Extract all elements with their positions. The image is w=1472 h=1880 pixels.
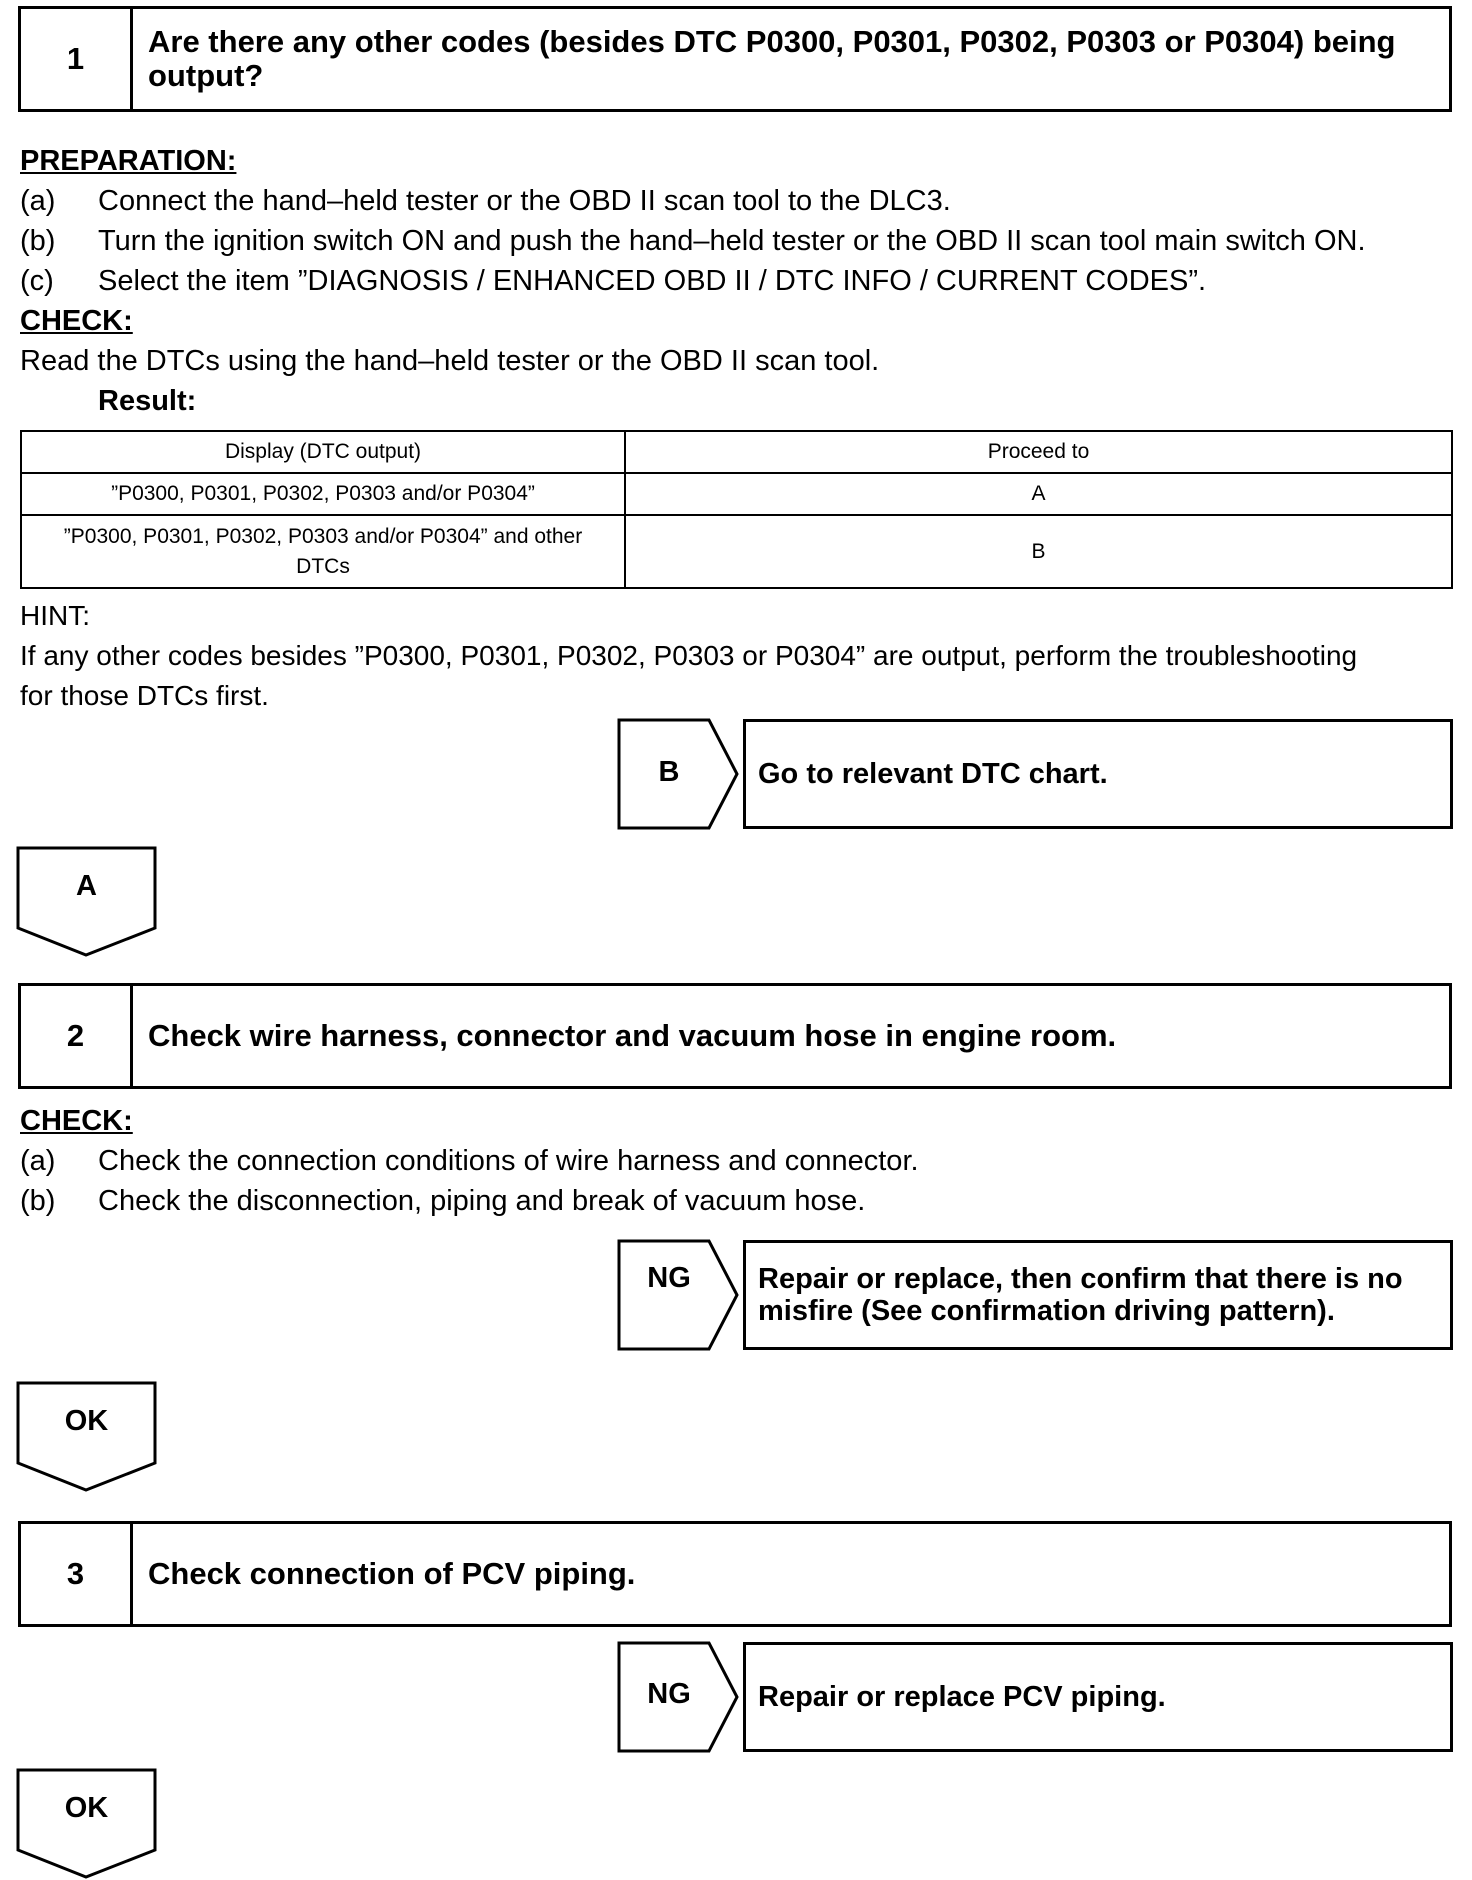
branch-text-line-1: Repair or replace, then confirm that there is no: [758, 1263, 1403, 1295]
branch-destination-ng-2: [743, 1240, 1453, 1350]
check-heading-1: CHECK:: [20, 305, 133, 337]
item-text: Check the disconnection, piping and break of vacuum hose.: [98, 1185, 866, 1217]
step-3-title: Check connection of PCV piping.: [148, 1556, 636, 1591]
result-label: Result:: [98, 385, 197, 417]
branch-label-ng-2: NG: [647, 1262, 691, 1294]
next-label-ok-2: OK: [64, 1405, 109, 1437]
table-cell-proceed: A: [625, 473, 1452, 515]
step-3-number: 3: [21, 1524, 133, 1624]
branch-text-line-2: misfire (See confirmation driving pattern).: [758, 1295, 1335, 1327]
item-label: (c): [20, 265, 54, 297]
step-2-number: 2: [21, 986, 133, 1086]
step-3-box: [18, 1521, 1452, 1627]
hint-label: HINT:: [20, 600, 90, 631]
preparation-heading: PREPARATION:: [20, 145, 237, 177]
item-text: Check the connection conditions of wire harness and connector.: [98, 1145, 919, 1177]
next-label-a: A: [76, 870, 97, 902]
hint-text-line-1: If any other codes besides ”P0300, P0301, P0302, P0303 or P0304” are output, perform the troubleshooting: [20, 640, 1358, 671]
step-1-title: Are there any other codes (besides DTC P0300, P0301, P0302, P0303 or P0304) being output?: [148, 24, 1396, 93]
table-header-proceed: Proceed to: [625, 431, 1452, 473]
next-label-ok-3: OK: [64, 1792, 109, 1824]
hint-text-line-2: for those DTCs first.: [20, 680, 269, 711]
branch-text: Go to relevant DTC chart.: [758, 758, 1108, 790]
item-label: (a): [20, 1145, 56, 1177]
item-label: (b): [20, 1185, 56, 1217]
branch-label-ng-3: NG: [647, 1678, 691, 1710]
item-label: (a): [20, 185, 56, 217]
table-header-display: Display (DTC output): [21, 431, 625, 473]
table-cell-display: ”P0300, P0301, P0302, P0303 and/or P0304” and other DTCs: [21, 515, 625, 588]
item-text: Select the item ”DIAGNOSIS / ENHANCED OBD II / DTC INFO / CURRENT CODES”.: [98, 265, 1207, 297]
step-2-title: Check wire harness, connector and vacuum hose in engine room.: [148, 1018, 1117, 1053]
item-text: Connect the hand–held tester or the OBD II scan tool to the DLC3.: [98, 185, 951, 217]
branch-text: Repair or replace PCV piping.: [758, 1681, 1166, 1713]
check-heading-2: CHECK:: [20, 1105, 133, 1137]
branch-arrow-ng-2: [619, 1241, 737, 1349]
step-2-box: [18, 983, 1452, 1089]
branch-destination-b: [743, 719, 1453, 829]
branch-label-b: B: [658, 756, 680, 788]
branch-destination-ng-3: [743, 1642, 1453, 1752]
table-cell-proceed: B: [625, 515, 1452, 588]
check-text-1: Read the DTCs using the hand–held tester or the OBD II scan tool.: [20, 345, 880, 377]
item-text: Turn the ignition switch ON and push the hand–held tester or the OBD II scan tool main switch ON.: [98, 225, 1366, 257]
item-label: (b): [20, 225, 56, 257]
step-1-number: 1: [21, 9, 133, 109]
check-item-a: [20, 1145, 919, 1178]
table-cell-display: ”P0300, P0301, P0302, P0303 and/or P0304”: [21, 473, 625, 515]
check-item-b: [20, 1185, 865, 1218]
